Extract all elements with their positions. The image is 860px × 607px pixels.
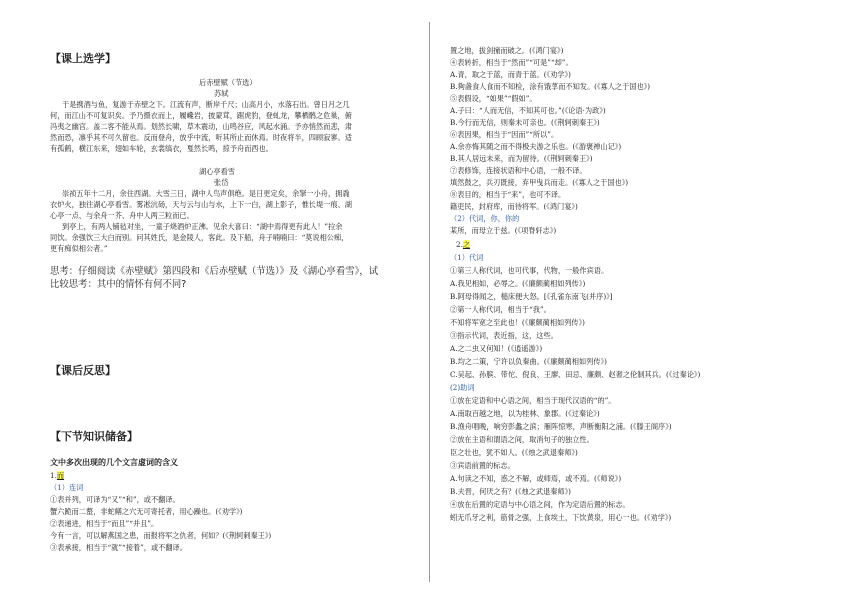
example-line: 臣之壮也，犹不如人。(《烛之武退秦师》) (450, 448, 578, 457)
example-line: 蟹六跪而二螯，非蛇鳝之穴无可寄托者，用心躁也。(《劝学》) (50, 507, 243, 516)
example-line: B.夠盏食人食而不知检，涂有饿莩而不知发。(《寡人之于国也》) (450, 82, 651, 91)
section-heading-reflection: 【课后反思】 (50, 364, 116, 377)
example-line: A.青，取之于蓝，而青于蓝。(《劝学》) (450, 70, 571, 79)
example-line: B.均之二策，宁许以负秦曲。(《廉颇蔺相如列传》) (450, 357, 607, 366)
column-divider (429, 22, 430, 582)
poem2-line: 心亭一点、与余舟一芥、舟中人两三粒而已。 (50, 211, 194, 220)
example-line: A.南取百越之地，以为桂林、象郡。(《过秦论》) (450, 409, 600, 418)
item1-heading (50, 471, 64, 480)
example-line: A.之二虫又何知！(《逍遥游》) (450, 344, 543, 353)
example-line: B.今行而无信，则秦未可亲也。(《荆轲刺秦王》) (450, 118, 600, 127)
text-line: ③表承接，相当于“就”“接着”，或不翻译。 (50, 543, 187, 552)
example-line: 某所，而母立于兹。(《项脊轩志》) (450, 226, 557, 235)
example-line: B.阿母得闻之，槌床便大怒。[《孔雀东南飞(并序)》] (450, 292, 613, 301)
poem1-author: 苏轼 (214, 89, 229, 98)
text-line: ①表并列，可译为“又”“和”，或不翻译。 (50, 495, 180, 504)
example-line: 填然鼓之，兵刃既接，弃甲曳兵而走。(《寡人之于国也》) (450, 178, 629, 187)
poem1-line: 有孤鹤，横江东来，翅如车轮，玄裳缟衣，戛然长鸣，掠予舟而西也。 (50, 144, 273, 153)
text-line: ④表转折，相当于“然而”“可是”“却”。 (450, 58, 573, 67)
poem2-title: 湖心亭看雪 (199, 167, 235, 176)
text-line: ⑤表假设，“如果”“假如”。 (450, 94, 537, 103)
poem1-line: 于是携酒与鱼，复游于赤壁之下。江流有声，断岸千尺；山高月小，水落石出。曾日月之几 (62, 100, 350, 109)
example-line: B.夫晋，何厌之有？(《烛之武退秦师》) (450, 487, 571, 496)
poem2-line: 衣炉火，独往湖心亭看雪。雾凇沆砀，天与云与山与水，上下一白，湖上影子，惟长堤一痕、湖 (50, 200, 352, 209)
example-line: 不知将军宽之至此也！(《廉颇蔺相如列传》) (450, 318, 585, 327)
poem2-line: 同饮。余强饮三大白而别。问其姓氏，是金陵人，客此。及下船，舟子喃喃曰：“莫说相公痴， (50, 233, 349, 242)
subheading-conjunction: （1）连词 (50, 483, 84, 492)
example-line: 籍吏民，封府库，而待将军。(《鸿门宴》) (450, 202, 578, 211)
text-line: ⑧表目的，相当于“来”，也可不译。 (450, 190, 566, 199)
example-line: A.我见相如，必辱之。(《廉颇蔺相如列传》) (450, 279, 586, 288)
poem1-line: 然而恐，凛乎其不可久留也。反而登舟，放乎中流，听其所止而休焉。时夜将半，四顾寂寥。适 (50, 133, 352, 142)
poem2-line: 到亭上，有两人铺毡对坐，一童子烧酒炉正沸。见余大喜曰：“湖中焉得更有此人！”拉余 (62, 222, 343, 231)
example-line: B.渔舟唱晚，响穷彭蠡之滨；雁阵惊寒，声断衡阳之浦。(《滕王阁序》) (450, 422, 672, 431)
text-line: ⑥表因果，相当于“因而”“所以”。 (450, 130, 559, 139)
example-line: 蚓无爪牙之利，筋骨之强，上食埃土，下饮黄泉，用心一也。(《劝学》) (450, 513, 672, 522)
text-line: ③宾语前置的标志。 (450, 461, 515, 470)
poem1-line: 冯夷之幽宫。盖二客不能从焉。划然长啸，草木震动，山鸣谷应，风起水涌。予亦悄然而悲，肃 (50, 122, 352, 131)
text-line: ②第一人称代词，相当于“我”。 (450, 305, 551, 314)
example-line: A.句读之不知，惑之不解，或师焉，或不焉。(《师说》) (450, 474, 622, 483)
text-line: ①放在定语和中心语之间，相当于现代汉语的“的”。 (450, 396, 616, 405)
text-line: ②表递进，相当于“而且”“并且”。 (50, 519, 159, 528)
text-line: ②放在主语和谓语之间，取消句子的独立性。 (450, 435, 594, 444)
thinking-question: 思考：仔细阅读《赤壁赋》第四段和《后赤壁赋（节选）》及《湖心亭看雪》，试 (50, 266, 379, 277)
example-line: 置之地，拔剑撞而破之。(《鸿门宴》) (450, 46, 564, 55)
example-line: B.其人居远未来，而为留待。(《荆轲刺秦王》) (450, 154, 593, 163)
text-line: ③指示代词，表近指，这，这些。 (450, 331, 558, 340)
item1-char: 而 (56, 471, 65, 480)
example-line: C.吴起、孙膑、带佗、倪良、王廖、田忌、廉颇、赵奢之伦制其兵。(《过秦论》) (450, 370, 701, 379)
thinking-question: 比较思考：其中的情怀有何不同? (50, 279, 187, 290)
example-line: A.子曰：“人而无信，不知其可也。”(《论语·为政》) (450, 106, 606, 115)
example-line: A.余亦悔其随之而不得极夫游之乐也。(《游褒禅山记》) (450, 142, 622, 151)
subheading-pronoun: （2）代词，你，你的 (450, 214, 520, 223)
text-line: ④放在后置的定语与中心语之间，作为定语后置的标志。 (450, 500, 630, 509)
text-line: ①第三人称代词，也可代事，代物，一般作宾语。 (450, 266, 609, 275)
preview-subtitle: 文中多次出现的几个文言虚词的含义 (50, 458, 178, 467)
example-line: 今有一言，可以解燕国之患，而报将军之仇者，何如？(《荆轲刺秦王》) (50, 531, 272, 540)
poem2-line: 更有痴似相公者。” (50, 244, 108, 253)
subheading-pronoun: （1）代词 (450, 253, 484, 262)
section-heading-next-preview: 【下节知识储备】 (50, 430, 138, 443)
item2-heading (456, 240, 470, 249)
text-line: ⑦表修饰，连接状语和中心语，一般不译。 (450, 166, 587, 175)
item2-number: 2. (456, 240, 463, 249)
poem1-line: 何，而江山不可复识矣。予乃摄衣而上，履巉岩，披蒙茸，踞虎豹，登虬龙，攀栖鹘之危巢，俯 (50, 111, 352, 120)
item2-char: 之 (462, 240, 471, 249)
section-heading-class-selection: 【课上选学】 (50, 52, 116, 65)
poem2-line: 崇祯五年十二月，余住西湖。大雪三日，湖中人鸟声俱绝。是日更定矣，余拏一小舟，拥毳 (62, 189, 350, 198)
poem1-title: 后赤壁赋（节选） (199, 78, 257, 87)
item1-number: 1. (50, 471, 57, 480)
poem2-author: 张岱 (214, 178, 229, 187)
subheading-particle: (2)助词 (450, 383, 475, 392)
